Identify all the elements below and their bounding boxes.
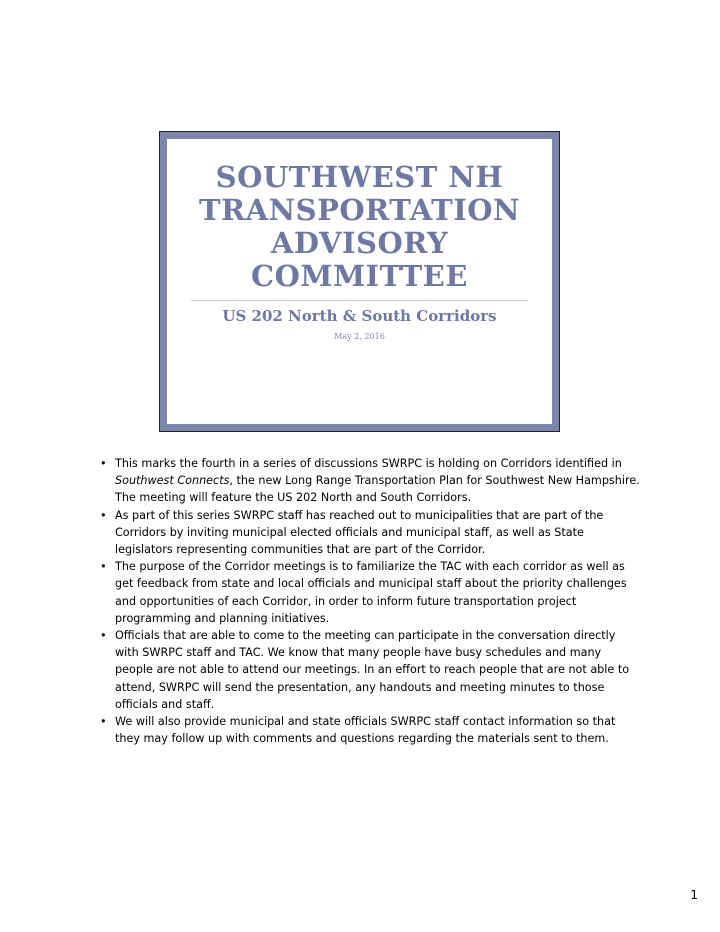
note-item [100, 507, 640, 559]
slide-title-line-2: TRANSPORTATION [198, 193, 521, 227]
title-divider [191, 300, 528, 301]
bullet-icon: • [100, 457, 107, 470]
note-text: The purpose of the Corridor meetings is to familiarize the TAC with each corridor as well as get feedback from state and local officials and municipal staff about the priority challenges and opportunities of each Corridor, in order to inform future transportation project programming and planning initiatives. [115, 560, 627, 625]
note-item [100, 558, 640, 627]
page-number: 1 [690, 888, 698, 902]
slide-date: May 2, 2016 [334, 332, 385, 341]
bullet-icon: • [100, 629, 107, 643]
slide-title-line-4: COMMITTEE [251, 259, 468, 293]
slide-thumbnail [159, 131, 560, 432]
note-text: We will also provide municipal and state officials SWRPC staff contact information so that they may follow up with comments and questions regarding the materials sent to them. [115, 715, 616, 746]
bullet-icon: • [100, 560, 107, 574]
note-item [100, 627, 640, 713]
note-text: As part of this series SWRPC staff has reached out to municipalities that are part of the Corridors by inviting municipal elected officials and municipal staff, as well as State legislators representing communities that are part of the Corridor. [115, 508, 604, 557]
slide-subtitle: US 202 North & South Corridors [222, 307, 497, 325]
note-emphasis: Southwest Connects [115, 474, 230, 488]
note-item [100, 713, 640, 747]
note-text: This marks the fourth in a series of discussions SWRPC is holding on Corridors identified in [115, 457, 622, 470]
slide-title-line-3: ADVISORY [270, 226, 449, 260]
bullet-icon: • [100, 715, 107, 729]
note-text: Officials that are able to come to the meeting can participate in the conversation directly with SWRPC staff and TAC. We know that many people have busy schedules and many people are not able to attend our meetings. In an effort to reach people that are not able to attend, SWRPC will send the presentation, any handouts and meeting minutes to those officials and staff. [115, 629, 630, 711]
slide-title-line-1: SOUTHWEST NH [215, 160, 504, 194]
slide-title [167, 161, 552, 293]
note-text: , the new Long Range Transportation Plan for Southwest New Hampshire. The meeting will feature the US 202 North and South Corridors. [115, 474, 640, 505]
speaker-notes [100, 455, 640, 747]
note-item [100, 455, 640, 507]
bullet-icon: • [100, 508, 107, 522]
slide-content [167, 139, 552, 424]
